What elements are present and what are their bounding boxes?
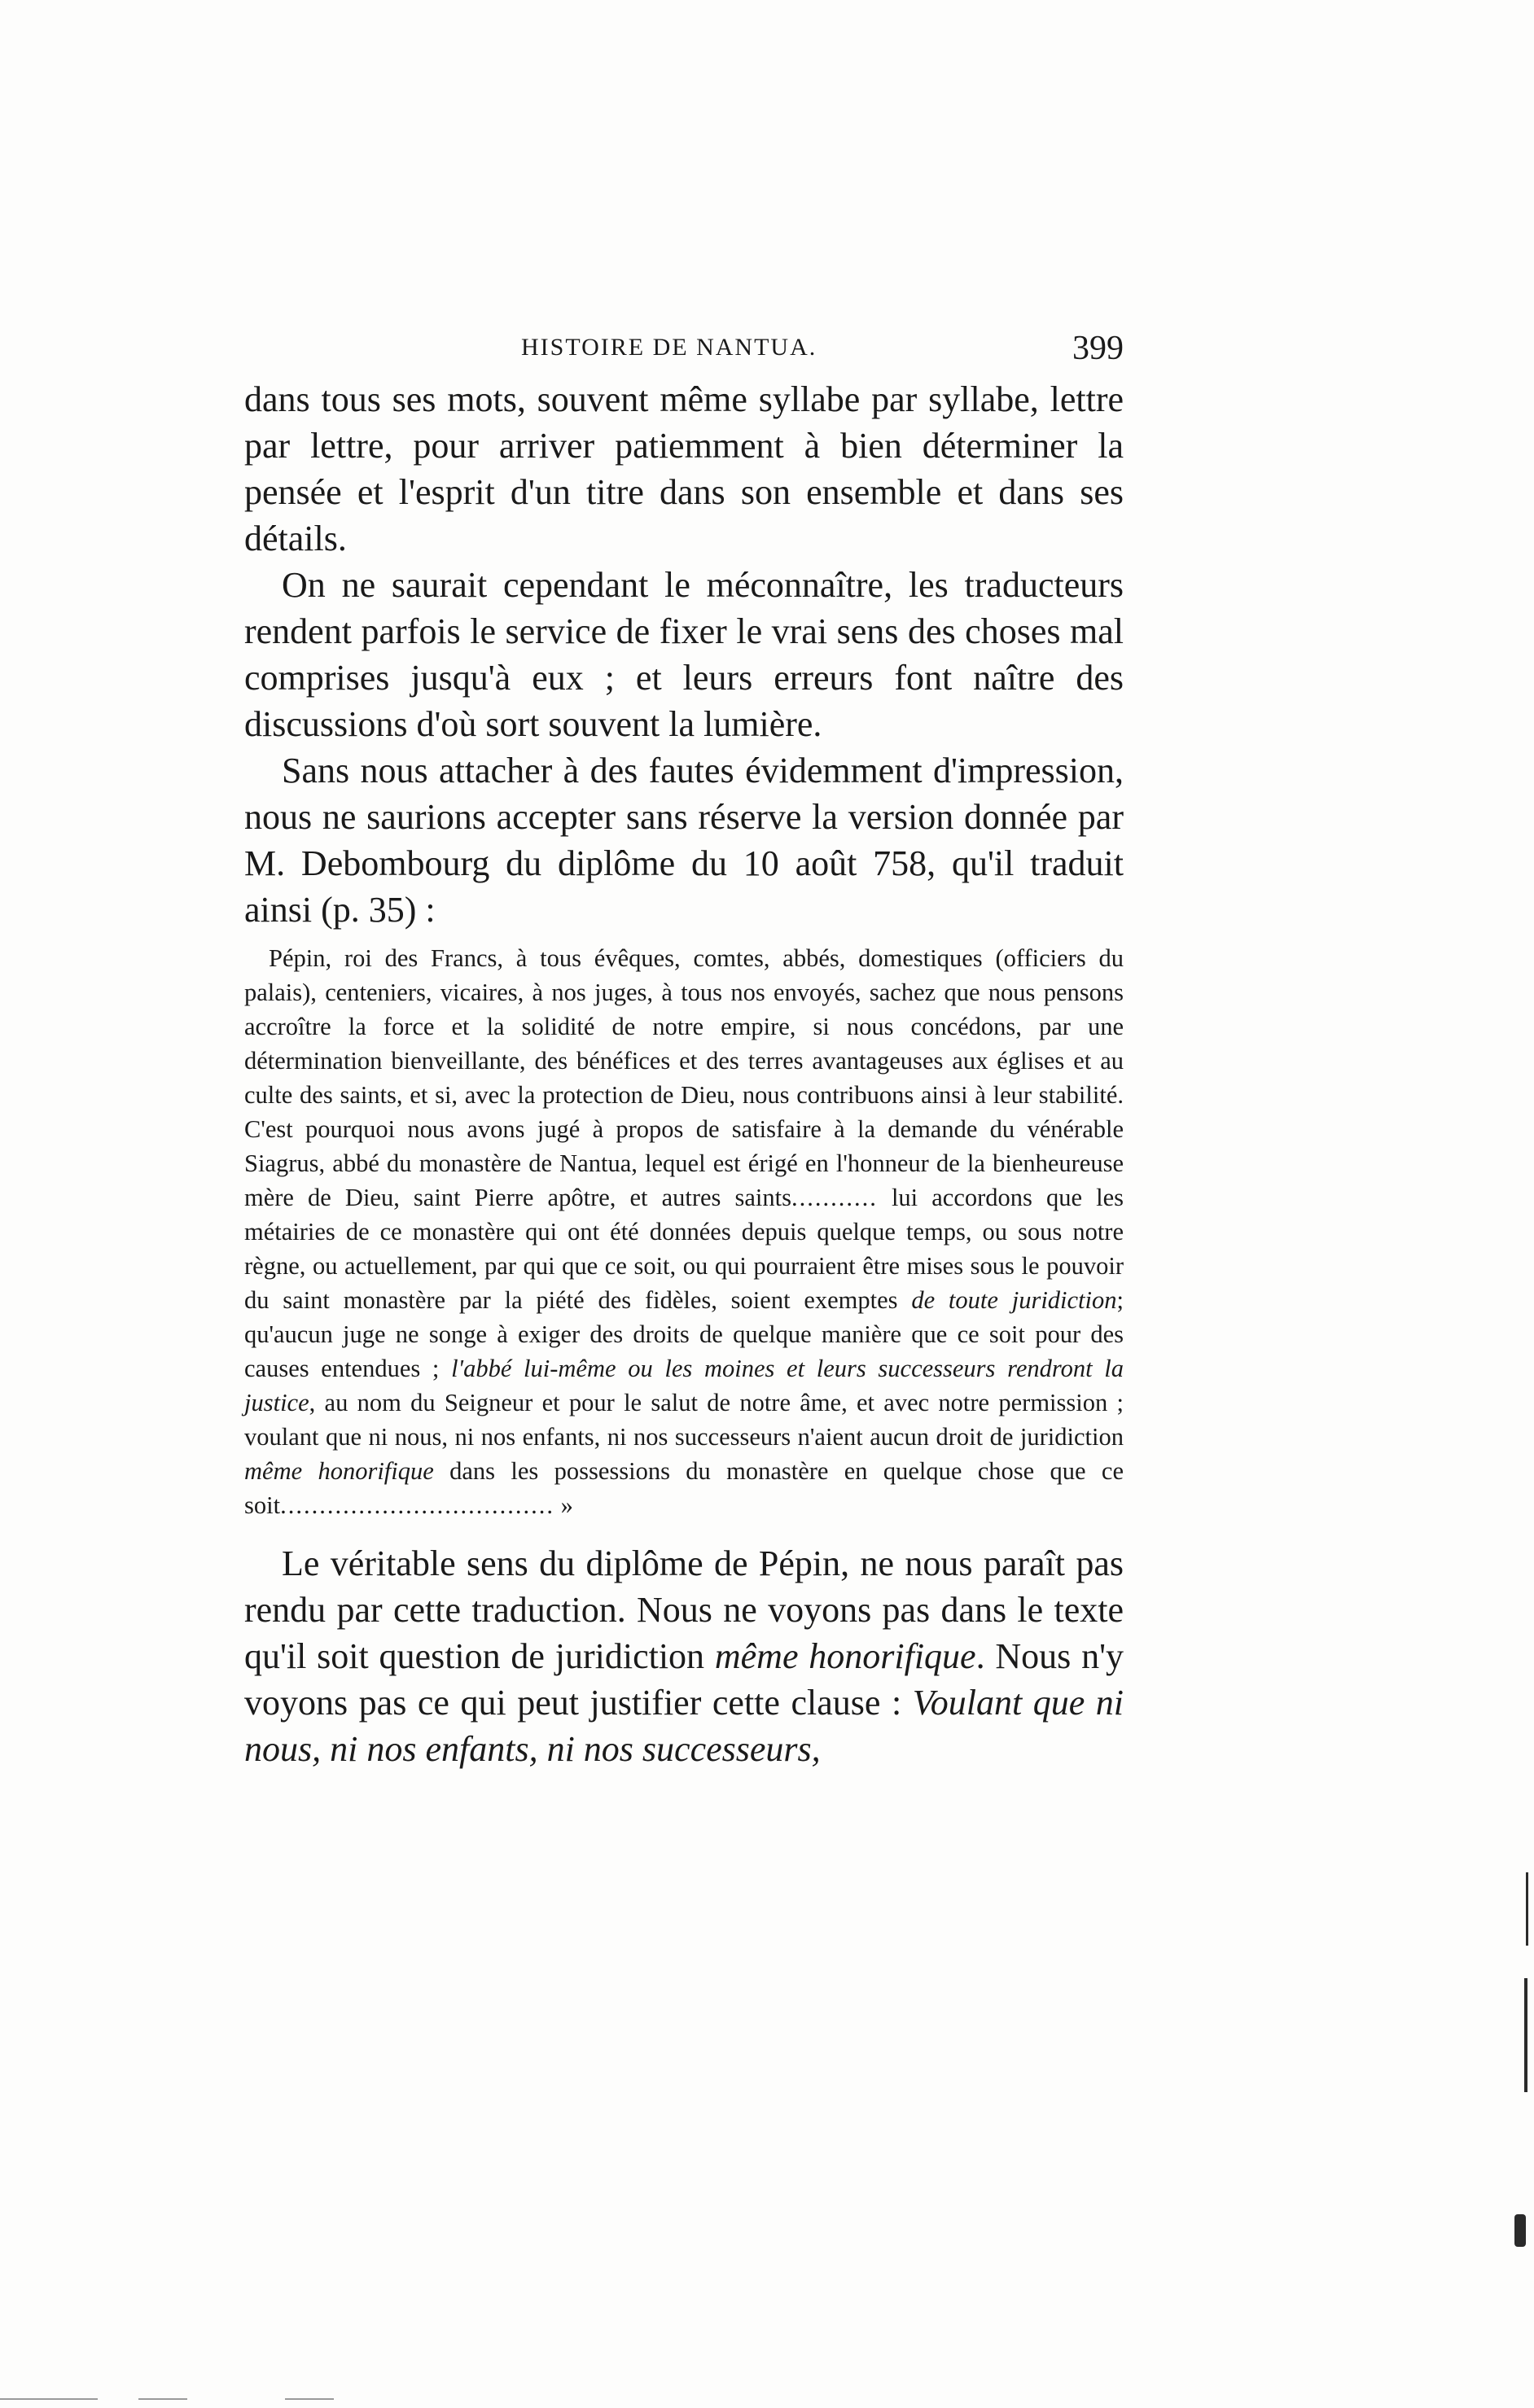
paragraph-4-text-1: Le véritable sens du diplôme de Pépin, ne nous paraît pas rendu par cette traduction. Nous ne voyons pas dans le texte qu'il soit question de juridiction (244, 1543, 1124, 1676)
quote-ellipsis-2: ................................... (280, 1491, 554, 1519)
page-number: 399 (1072, 330, 1124, 367)
paragraph-4-italic-1: même honorifique (714, 1636, 976, 1676)
quoted-translation (244, 941, 1124, 1522)
paragraph-4 (244, 1540, 1124, 1772)
quote-text-2: lui accordons que les métairies de ce monastère qui ont été données depuis quelque temps, ou sous notre règne, ou actuellement, par qui que ce soit, ou qui pourraient être mises sous le pouvoir du saint monastère par la piété des fidèles, soient exemptes (244, 1184, 1124, 1314)
paragraph-2: On ne saurait cependant le méconnaître, les traducteurs rendent parfois le service de fixer le vrai sens des choses mal comprises jusqu'à eux ; et leurs erreurs font naître des discussions d'où sort souvent la lumière. (244, 565, 1124, 744)
scan-bottom-rule-3 (285, 2398, 334, 2400)
running-head (244, 329, 1124, 374)
quote-text-3: ; qu'aucun juge ne songe à exiger des droits de quelque manière que ce soit pour des causes entendues ; (244, 1286, 1124, 1382)
scan-edge-mark-3 (1514, 2214, 1526, 2247)
scan-bottom-rule-1 (0, 2398, 98, 2400)
paragraph-1: dans tous ses mots, souvent même syllabe par syllabe, lettre par lettre, pour arriver patiemment à bien déterminer la pensée et l'esprit d'un titre dans son ensemble et dans ses détails. (244, 379, 1124, 558)
text-block (244, 376, 1124, 1772)
scan-bottom-rule-2 (138, 2398, 187, 2400)
quote-italic-3: même honorifique (244, 1457, 434, 1485)
quote-text-4: , au nom du Seigneur et pour le salut de notre âme, et avec notre permission ; voulant que ni nous, ni nos enfants, ni nos successeurs n'aient aucun droit de juridiction (244, 1389, 1124, 1451)
quote-close: » (554, 1491, 573, 1519)
paragraph-4-italic-2: Voulant que ni nous, ni nos enfants, ni nos successeurs, (244, 1683, 1124, 1769)
paragraph-4-text-2: . Nous n'y voyons pas ce qui peut justifier cette clause : (244, 1636, 1124, 1723)
quote-italic-2: l'abbé lui-même ou les moines et leurs successeurs rendront la justice (244, 1355, 1124, 1416)
quote-ellipsis-1: ........... (791, 1184, 878, 1211)
running-title: HISTOIRE DE NANTUA. (521, 334, 817, 361)
paragraph-3: Sans nous attacher à des fautes évidemment d'impression, nous ne saurions accepter sans réserve la version donnée par M. Debombourg du diplôme du 10 août 758, qu'il traduit ainsi (p. 35) : (244, 751, 1124, 930)
quote-italic-1: de toute juridiction (911, 1286, 1117, 1314)
quote-text-5: dans les possessions du monastère en quelque chose que ce soit (244, 1457, 1124, 1519)
scan-edge-mark-2 (1524, 1978, 1527, 2092)
scan-edge-mark-1 (1526, 1872, 1528, 1946)
quote-text-1: Pépin, roi des Francs, à tous évêques, comtes, abbés, domestiques (officiers du palais), centeniers, vicaires, à nos juges, à tous nos envoyés, sachez que nous pensons accroître la force et la solidité de notre empire, si nous concédons, par une détermination bienveillante, des bénéfices et des terres avantageuses aux églises et au culte des saints, et si, avec la protection de Dieu, nous contribuons ainsi à leur stabilité. C'est pourquoi nous avons jugé à propos de satisfaire à la demande du vénérable Siagrus, abbé du monastère de Nantua, lequel est érigé en l'honneur de la bienheureuse mère de Dieu, saint Pierre apôtre, et autres saints (244, 944, 1124, 1211)
